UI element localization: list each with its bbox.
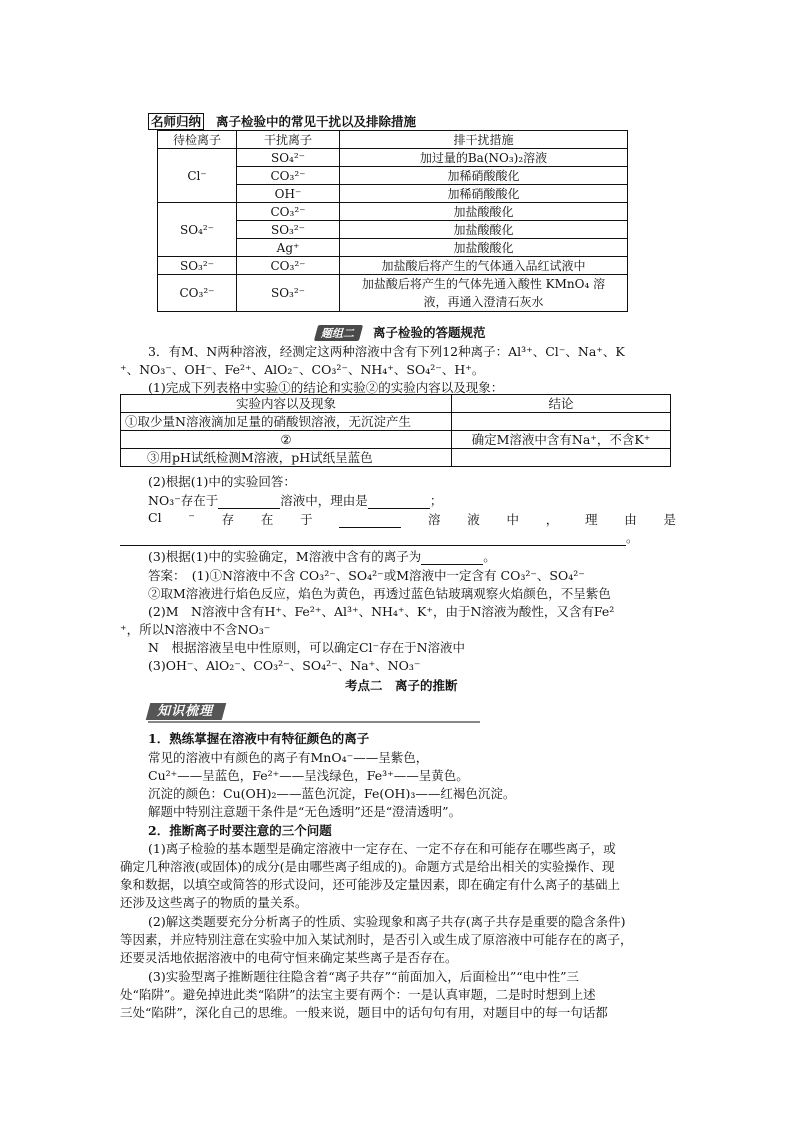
answer-line: 答案： (1)①N溶液中不含 CO₃²⁻、SO₄²⁻或M溶液中一定含有 CO₃²⁻、SO₄²⁻ xyxy=(148,568,585,583)
table-cell: OH⁻ xyxy=(237,185,340,203)
table-cell: 加稀硝酸酸化 xyxy=(340,185,628,203)
text-segment: 溶 xyxy=(428,512,441,527)
table-cell: SO₄²⁻ xyxy=(158,203,237,257)
q3-sub3 xyxy=(148,547,496,565)
p2-line: 还要灵活地依据溶液中的电荷守恒来确定某些离子是否存在。 xyxy=(120,950,458,965)
p2-line: 处“陷阱”。避免掉进此类“陷阱”的法宝主要有两个：一是认真审题，二是时时想到上述 xyxy=(120,987,596,1002)
p2-heading: 2．推断离子时要注意的三个问题 xyxy=(148,823,332,838)
text-segment: 。 xyxy=(483,549,496,564)
text-segment: 存 xyxy=(221,512,235,527)
text-segment: 于 xyxy=(300,512,313,527)
p2-line: 确定几种溶液(或固体)的成分(是由哪些离子组成的)。命题方式是给出相关的实验操作、现 xyxy=(120,859,615,874)
table-cell: SO₄²⁻ xyxy=(237,149,340,167)
text-segment: 。 xyxy=(626,530,639,545)
table-row xyxy=(158,275,628,312)
p1-heading: 1．熟练掌握在溶液中有特征颜色的离子 xyxy=(148,731,370,746)
summary-heading xyxy=(148,112,416,130)
summary-tag: 名师归纳 xyxy=(148,113,204,130)
table-row xyxy=(121,431,671,449)
table-cell: Cl⁻ xyxy=(158,149,237,203)
text-segment: Cl xyxy=(148,510,162,525)
cell-line: 液，再通入澄清石灰水 xyxy=(423,295,544,309)
knowledge-banner xyxy=(148,703,480,723)
cell-line: 加盐酸后将产生的气体先通入酸性 KMnO₄ 溶 xyxy=(361,277,606,291)
text-segment: ； xyxy=(429,493,443,508)
answer-blank[interactable] xyxy=(368,493,430,509)
table-cell-blank xyxy=(452,413,671,431)
text-segment: 中 xyxy=(506,512,520,527)
answer-blank[interactable] xyxy=(120,530,626,546)
answer-blank[interactable] xyxy=(421,549,483,565)
keypoint-title: 考点二 离子的推断 xyxy=(345,678,458,693)
table-row xyxy=(158,203,628,221)
table-cell: CO₃²⁻ xyxy=(158,275,237,312)
section-heading xyxy=(316,323,486,341)
table-cell-multiline xyxy=(340,275,628,312)
text-segment: 理 xyxy=(584,512,598,527)
answer-blank[interactable] xyxy=(339,510,401,528)
table-header-cell: 排干扰措施 xyxy=(340,131,628,149)
table-cell: CO₃²⁻ xyxy=(237,257,340,275)
p1-line: 常见的溶液中有颜色的离子有MnO₄⁻——呈紫色， xyxy=(148,750,429,765)
table-cell: ② xyxy=(121,431,452,449)
table-cell: 加过量的Ba(NO₃)₂溶液 xyxy=(340,149,628,167)
text-segment: 溶液中，理由是 xyxy=(280,493,368,508)
table-cell: SO₃²⁻ xyxy=(158,257,237,275)
knowledge-badge: 知识梳理 xyxy=(146,703,227,720)
answer-line: (2)M N溶液中含有H⁺、Fe²⁺、Al³⁺、NH₄⁺、K⁺，由于N溶液为酸性，又含有Fe² xyxy=(148,604,615,619)
q3-sub2-line-b xyxy=(148,510,676,528)
p2-line: (3)实验型离子推断题往往隐含着“离子共存”“前面加入，后面检出”“电中性”三 xyxy=(148,969,580,984)
interference-table xyxy=(157,130,628,312)
table-cell: CO₃²⁻ xyxy=(237,203,340,221)
table-header-cell: 结论 xyxy=(452,395,671,413)
q3-sub1: (1)完成下列表格中实验①的结论和实验②的实验内容以及现象： xyxy=(148,380,504,395)
table-cell: 加稀硝酸酸化 xyxy=(340,167,628,185)
experiment-table xyxy=(120,394,671,467)
table-cell: ①取少量N溶液滴加足量的硝酸钡溶液，无沉淀产生 xyxy=(121,413,452,431)
summary-title: 离子检验中的常见干扰以及排除措施 xyxy=(216,114,417,129)
answer-blank[interactable] xyxy=(218,493,280,509)
table-row xyxy=(158,257,628,275)
table-row xyxy=(121,413,671,431)
table-cell: 加盐酸酸化 xyxy=(340,203,628,221)
table-row xyxy=(158,149,628,167)
table-cell: Ag⁺ xyxy=(237,239,340,257)
group-badge: 题组二 xyxy=(314,325,363,341)
table-cell: CO₃²⁻ xyxy=(237,167,340,185)
table-cell: 加盐酸酸化 xyxy=(340,221,628,239)
p2-line: (1)离子检验的基本题型是确定溶液中一定存在、一定不存在和可能存在哪些离子，或 xyxy=(148,841,616,856)
p1-line: Cu²⁺——呈蓝色，Fe²⁺——呈浅绿色，Fe³⁺——呈黄色。 xyxy=(148,768,469,783)
text-segment: ， xyxy=(545,512,559,527)
q3-sub2-line-a xyxy=(148,491,442,509)
table-cell: 确定M溶液中含有Na⁺，不含K⁺ xyxy=(452,431,671,449)
table-header-cell: 干扰离子 xyxy=(237,131,340,149)
p1-line: 解题中特别注意题干条件是“无色透明”还是“澄清透明”。 xyxy=(148,804,462,819)
answer-line: ②取M溶液进行焰色反应，焰色为黄色，再透过蓝色钴玻璃观察火焰颜色，不呈紫色 xyxy=(148,586,611,601)
table-cell: 加盐酸酸化 xyxy=(340,239,628,257)
answer-line: ⁺，所以N溶液中不含NO₃⁻ xyxy=(120,622,271,637)
table-cell: SO₃²⁻ xyxy=(237,221,340,239)
table-header-row xyxy=(158,131,628,149)
p2-line: 还涉及这些离子的物质的量关系。 xyxy=(120,895,308,910)
answer-line: N 根据溶液呈电中性原则，可以确定Cl⁻存在于N溶液中 xyxy=(148,640,466,655)
q3-intro-line1: 3．有M、N两种溶液，经测定这两种溶液中含有下列12种离子：Al³⁺、Cl⁻、Na⁺、K xyxy=(148,344,625,359)
p2-line: 三处“陷阱”，深化自己的思维。一般来说，题目中的话句句有用，对题目中的每一句话都 xyxy=(120,1005,608,1020)
answer-line: (3)OH⁻、AlO₂⁻、CO₃²⁻、SO₄²⁻、Na⁺、NO₃⁻ xyxy=(148,658,421,673)
text-segment: 由 xyxy=(624,512,637,527)
table-header-cell: 实验内容以及现象 xyxy=(121,395,452,413)
q3-sub2: (2)根据(1)中的实验回答： xyxy=(148,474,296,489)
text-segment: 是 xyxy=(663,512,676,527)
table-cell: SO₃²⁻ xyxy=(237,275,340,312)
text-segment: (3)根据(1)中的实验确定，M溶液中含有的离子为 xyxy=(148,549,422,564)
table-header-cell: 待检离子 xyxy=(158,131,237,149)
q3-intro-line2: ⁺、NO₃⁻、OH⁻、Fe²⁺、AlO₂⁻、CO₃²⁻、NH₄⁺、SO₄²⁻、H⁺。 xyxy=(120,362,485,377)
table-header-row xyxy=(121,395,671,413)
text-segment: 液 xyxy=(467,512,480,527)
section-title: 离子检验的答题规范 xyxy=(372,325,486,340)
table-cell: 加盐酸后将产生的气体通入品红试液中 xyxy=(340,257,628,275)
q3-sub2-line-c xyxy=(120,528,639,546)
table-row xyxy=(121,449,671,467)
table-cell-blank xyxy=(452,449,671,467)
p2-line: 等因素，并应特别注意在实验中加入某试剂时，是否引入或生成了原溶液中可能存在的离子， xyxy=(120,932,633,947)
p1-line: 沉淀的颜色：Cu(OH)₂——蓝色沉淀，Fe(OH)₃——红褐色沉淀。 xyxy=(148,786,516,801)
p2-line: (2)解这类题要充分分析离子的性质、实验现象和离子共存(离子共存是重要的隐含条件) xyxy=(148,914,626,929)
text-segment: 在 xyxy=(260,512,274,527)
text-segment: NO₃⁻存在于 xyxy=(148,493,219,508)
p2-line: 象和数据，以填空或简答的形式设问，还可能涉及定量因素，即在确定有什么离子的基础上 xyxy=(120,877,621,892)
text-segment: ⁻ xyxy=(188,510,195,525)
table-cell: ③用pH试纸检测M溶液，pH试纸呈蓝色 xyxy=(121,449,452,467)
